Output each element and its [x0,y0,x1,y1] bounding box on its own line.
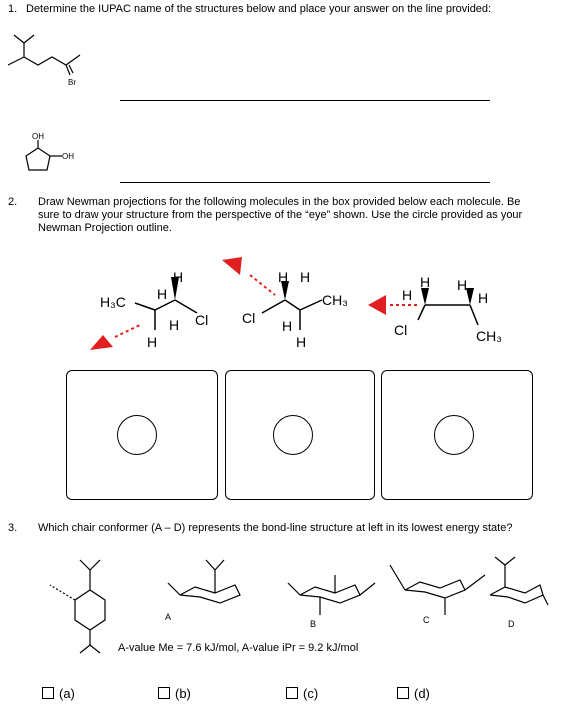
newman-molecule-1 [85,255,220,360]
newman-molecule-3 [360,255,510,360]
q1-structure-2 [10,128,120,188]
conformer-label-a: A [165,612,172,622]
checkbox-icon[interactable] [42,687,54,699]
mol2-h-2: H [300,269,311,285]
newman-circle-1 [117,415,157,455]
mol1-h3c: H₃C [100,294,126,310]
choice-d[interactable] [397,686,430,701]
mol2-cl: Cl [242,310,256,326]
mol1-h-4: H [147,334,158,350]
mol2-h-1: H [278,269,289,285]
checkbox-icon[interactable] [158,687,170,699]
q1-number: 1. [8,3,18,15]
conformer-label-b: B [310,619,317,629]
q2-line-2: sure to draw your structure from the perspective of the “eye” shown. Use the circle provided as your [38,209,523,221]
mol3-cl: Cl [394,322,408,338]
mol1-h-1: H [157,286,168,302]
q1-text: Determine the IUPAC name of the structures below and place your answer on the line provided: [26,3,492,15]
q3-number: 3. [8,522,18,534]
answer-line-1[interactable] [120,100,490,101]
choice-a-label: (a) [59,686,75,701]
mol3-h-1: H [402,287,413,303]
checkbox-icon[interactable] [286,687,298,699]
mol2-h-3: H [282,318,293,334]
mol1-h-2: H [173,269,184,285]
a-value-text: A-value Me = 7.6 kJ/mol, A-value iPr = 9.2 kJ/mol [118,642,359,654]
newman-molecule-2 [220,255,360,360]
mol2-h-4: H [296,334,307,350]
oh-label-top: OH [32,132,44,141]
q2-line-1: Draw Newman projections for the following molecules in the box provided below each molecule. Be [38,196,521,208]
checkbox-icon[interactable] [397,687,409,699]
mol3-h-3: H [457,277,468,293]
mol1-h-3: H [169,317,180,333]
eye-icon [368,295,386,315]
choice-c[interactable] [286,686,318,701]
q3-text: Which chair conformer (A – D) represents the bond-line structure at left in its lowest energy state? [38,522,513,534]
mol1-cl: Cl [195,312,209,328]
mol3-h-2: H [420,274,431,290]
mol3-ch3: CH₃ [476,328,502,344]
q2-number: 2. [8,196,18,208]
mol3-h-4: H [478,290,489,306]
eye-icon [222,257,242,275]
q2-line-3: Newman Projection outline. [38,222,172,234]
newman-circle-2 [273,415,313,455]
choice-c-label: (c) [303,686,319,701]
q3-structures [30,545,550,655]
eye-icon [90,335,113,350]
mol2-ch3: CH₃ [322,292,348,308]
conformer-label-c: C [423,615,430,625]
conformer-label-d: D [508,619,515,629]
bromo-label: Br [68,78,76,87]
oh-label-right: OH [62,152,74,161]
answer-line-2[interactable] [120,182,490,183]
newman-circle-3 [434,415,474,455]
choice-b-label: (b) [175,686,191,701]
choice-d-label: (d) [414,686,430,701]
choice-a[interactable] [42,686,75,701]
choice-b[interactable] [158,686,191,701]
q1-structure-1 [0,25,110,95]
